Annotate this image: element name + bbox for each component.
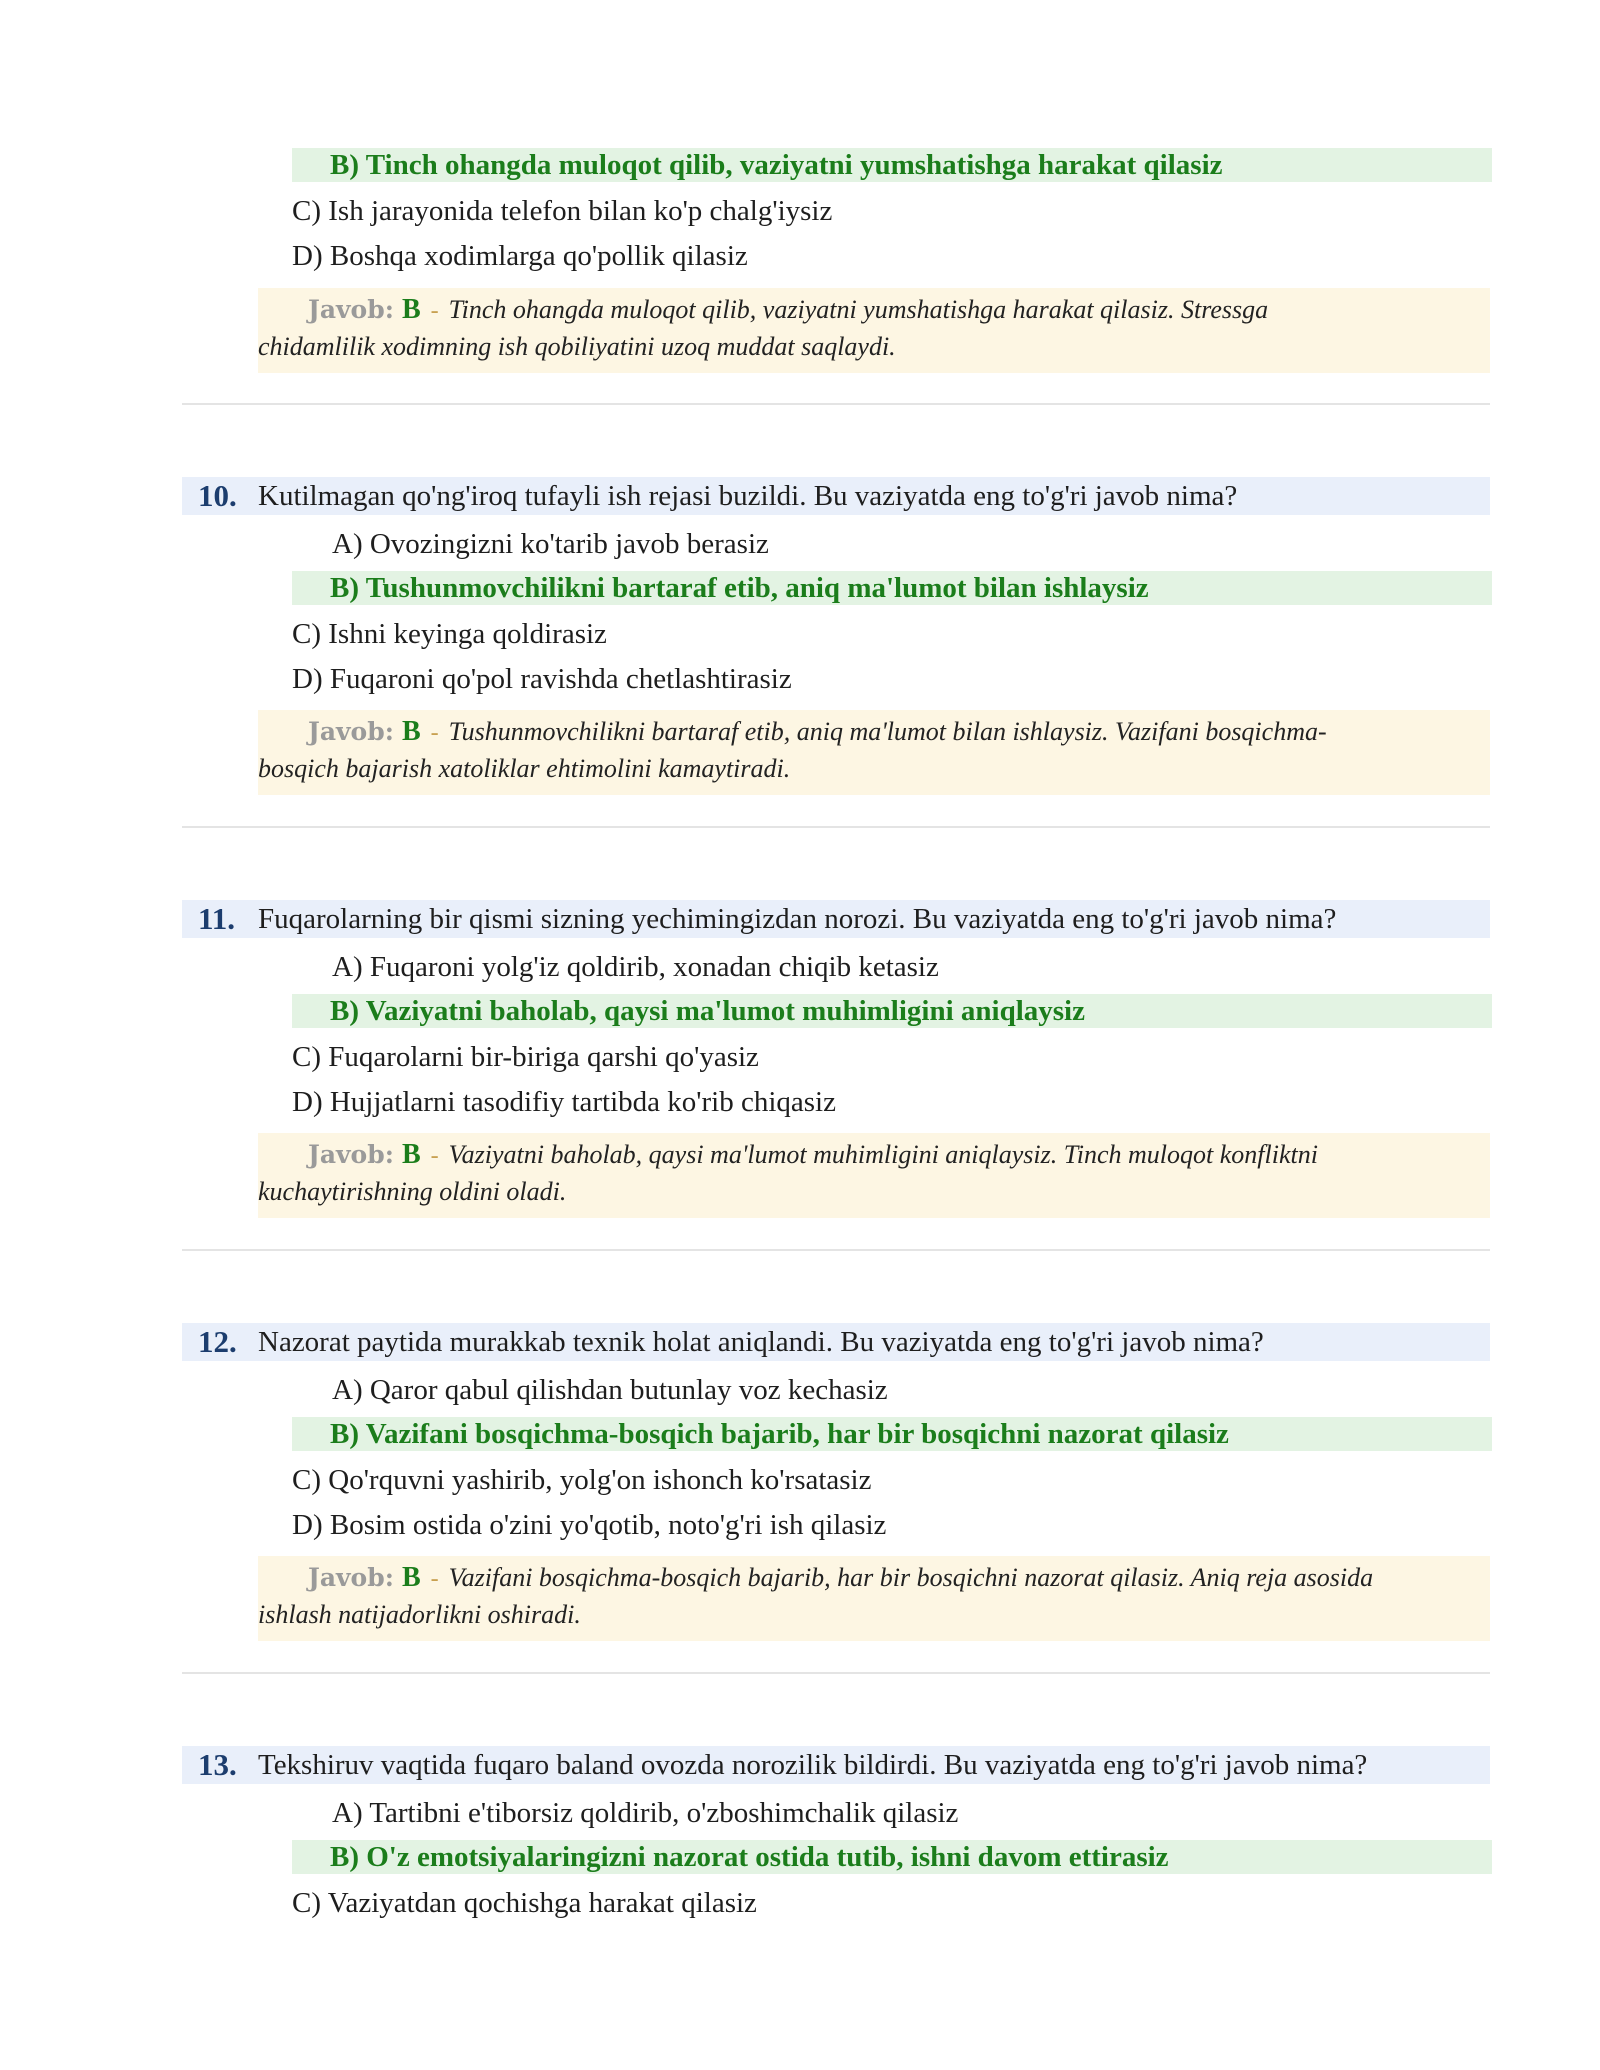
answer-letter: B <box>401 1562 421 1593</box>
q11-option-c: C) Fuqarolarni bir-biriga qarshi qo'yasiz <box>292 1041 759 1073</box>
answer-line-1 <box>258 1560 1490 1597</box>
q9-option-c: C) Ish jarayonida telefon bilan ko'p chalg'iysiz <box>292 195 833 227</box>
answer-label: Javob: <box>308 1563 394 1592</box>
answer-line-1 <box>258 714 1490 751</box>
answer-label: Javob: <box>308 295 394 324</box>
q13-option-b-correct: B) O'z emotsiyalaringizni nazorat ostida tutib, ishni davom ettirasiz <box>292 1840 1492 1874</box>
answer-explanation: Vaziyatni baholab, qaysi ma'lumot muhimligini aniqlaysiz. Tinch muloqot konfliktni <box>448 1140 1318 1169</box>
answer-letter: B <box>401 294 421 325</box>
question-text: Fuqarolarning bir qismi sizning yechimingizdan norozi. Bu vaziyatda eng to'g'ri javob nima? <box>258 902 1337 935</box>
divider <box>182 403 1490 405</box>
divider <box>182 1249 1490 1251</box>
answer-dash: - <box>430 1566 439 1592</box>
q11-answer-box <box>258 1133 1490 1218</box>
q10-answer-box <box>258 710 1490 795</box>
q9-option-b-correct: B) Tinch ohangda muloqot qilib, vaziyatni yumshatishga harakat qilasiz <box>292 148 1492 182</box>
answer-dash: - <box>430 720 439 746</box>
answer-explanation-cont: chidamlilik xodimning ish qobiliyatini uzoq muddat saqlaydi. <box>258 332 896 361</box>
answer-line-1 <box>258 1137 1490 1174</box>
question-text: Tekshiruv vaqtida fuqaro baland ovozda norozilik bildirdi. Bu vaziyatda eng to'g'ri javob nima? <box>258 1748 1368 1781</box>
question-number: 11. <box>198 901 236 936</box>
divider <box>182 826 1490 828</box>
answer-line-1 <box>258 292 1490 329</box>
q12-option-b-correct: B) Vazifani bosqichma-bosqich bajarib, har bir bosqichni nazorat qilasiz <box>292 1417 1492 1451</box>
answer-dash: - <box>430 298 439 324</box>
question-text: Nazorat paytida murakkab texnik holat aniqlandi. Bu vaziyatda eng to'g'ri javob nima? <box>258 1325 1264 1358</box>
answer-explanation-cont: kuchaytirishning oldini oladi. <box>258 1177 567 1206</box>
q12-option-d: D) Bosim ostida o'zini yo'qotib, noto'g'ri ish qilasiz <box>292 1509 887 1541</box>
question-12-header <box>182 1323 1490 1361</box>
question-11-header <box>182 900 1490 938</box>
q12-answer-box <box>258 1556 1490 1641</box>
q12-option-a: A) Qaror qabul qilishdan butunlay voz kechasiz <box>332 1374 888 1406</box>
question-10-header <box>182 477 1490 515</box>
answer-label: Javob: <box>308 1140 394 1169</box>
q10-option-c: C) Ishni keyinga qoldirasiz <box>292 618 607 650</box>
answer-label: Javob: <box>308 717 394 746</box>
question-number: 12. <box>198 1324 237 1359</box>
divider <box>182 1672 1490 1674</box>
q13-option-c: C) Vaziyatdan qochishga harakat qilasiz <box>292 1887 757 1919</box>
q11-option-b-correct: B) Vaziyatni baholab, qaysi ma'lumot muhimligini aniqlaysiz <box>292 994 1492 1028</box>
answer-explanation: Tinch ohangda muloqot qilib, vaziyatni yumshatishga harakat qilasiz. Stressga <box>448 295 1269 324</box>
q10-option-a: A) Ovozingizni ko'tarib javob berasiz <box>332 528 769 560</box>
question-text: Kutilmagan qo'ng'iroq tufayli ish rejasi buzildi. Bu vaziyatda eng to'g'ri javob nima? <box>258 479 1238 512</box>
question-number: 13. <box>198 1747 237 1782</box>
q10-option-b-correct: B) Tushunmovchilikni bartaraf etib, aniq ma'lumot bilan ishlaysiz <box>292 571 1492 605</box>
question-13-header <box>182 1746 1490 1784</box>
answer-dash: - <box>430 1143 439 1169</box>
answer-explanation: Vazifani bosqichma-bosqich bajarib, har bir bosqichni nazorat qilasiz. Aniq reja asosida <box>448 1563 1374 1592</box>
q9-answer-box <box>258 288 1490 373</box>
answer-letter: B <box>401 1139 421 1170</box>
q9-option-d: D) Boshqa xodimlarga qo'pollik qilasiz <box>292 240 748 272</box>
answer-explanation: Tushunmovchilikni bartaraf etib, aniq ma'lumot bilan ishlaysiz. Vazifani bosqichma- <box>448 717 1327 746</box>
q11-option-d: D) Hujjatlarni tasodifiy tartibda ko'rib chiqasiz <box>292 1086 836 1118</box>
answer-explanation-cont: bosqich bajarish xatoliklar ehtimolini kamaytiradi. <box>258 754 791 783</box>
answer-explanation-cont: ishlash natijadorlikni oshiradi. <box>258 1600 581 1629</box>
q12-option-c: C) Qo'rquvni yashirib, yolg'on ishonch ko'rsatasiz <box>292 1464 872 1496</box>
q11-option-a: A) Fuqaroni yolg'iz qoldirib, xonadan chiqib ketasiz <box>332 951 939 983</box>
q10-option-d: D) Fuqaroni qo'pol ravishda chetlashtirasiz <box>292 663 792 695</box>
q13-option-a: A) Tartibni e'tiborsiz qoldirib, o'zboshimchalik qilasiz <box>332 1797 959 1829</box>
question-number: 10. <box>198 478 237 513</box>
answer-letter: B <box>401 716 421 747</box>
